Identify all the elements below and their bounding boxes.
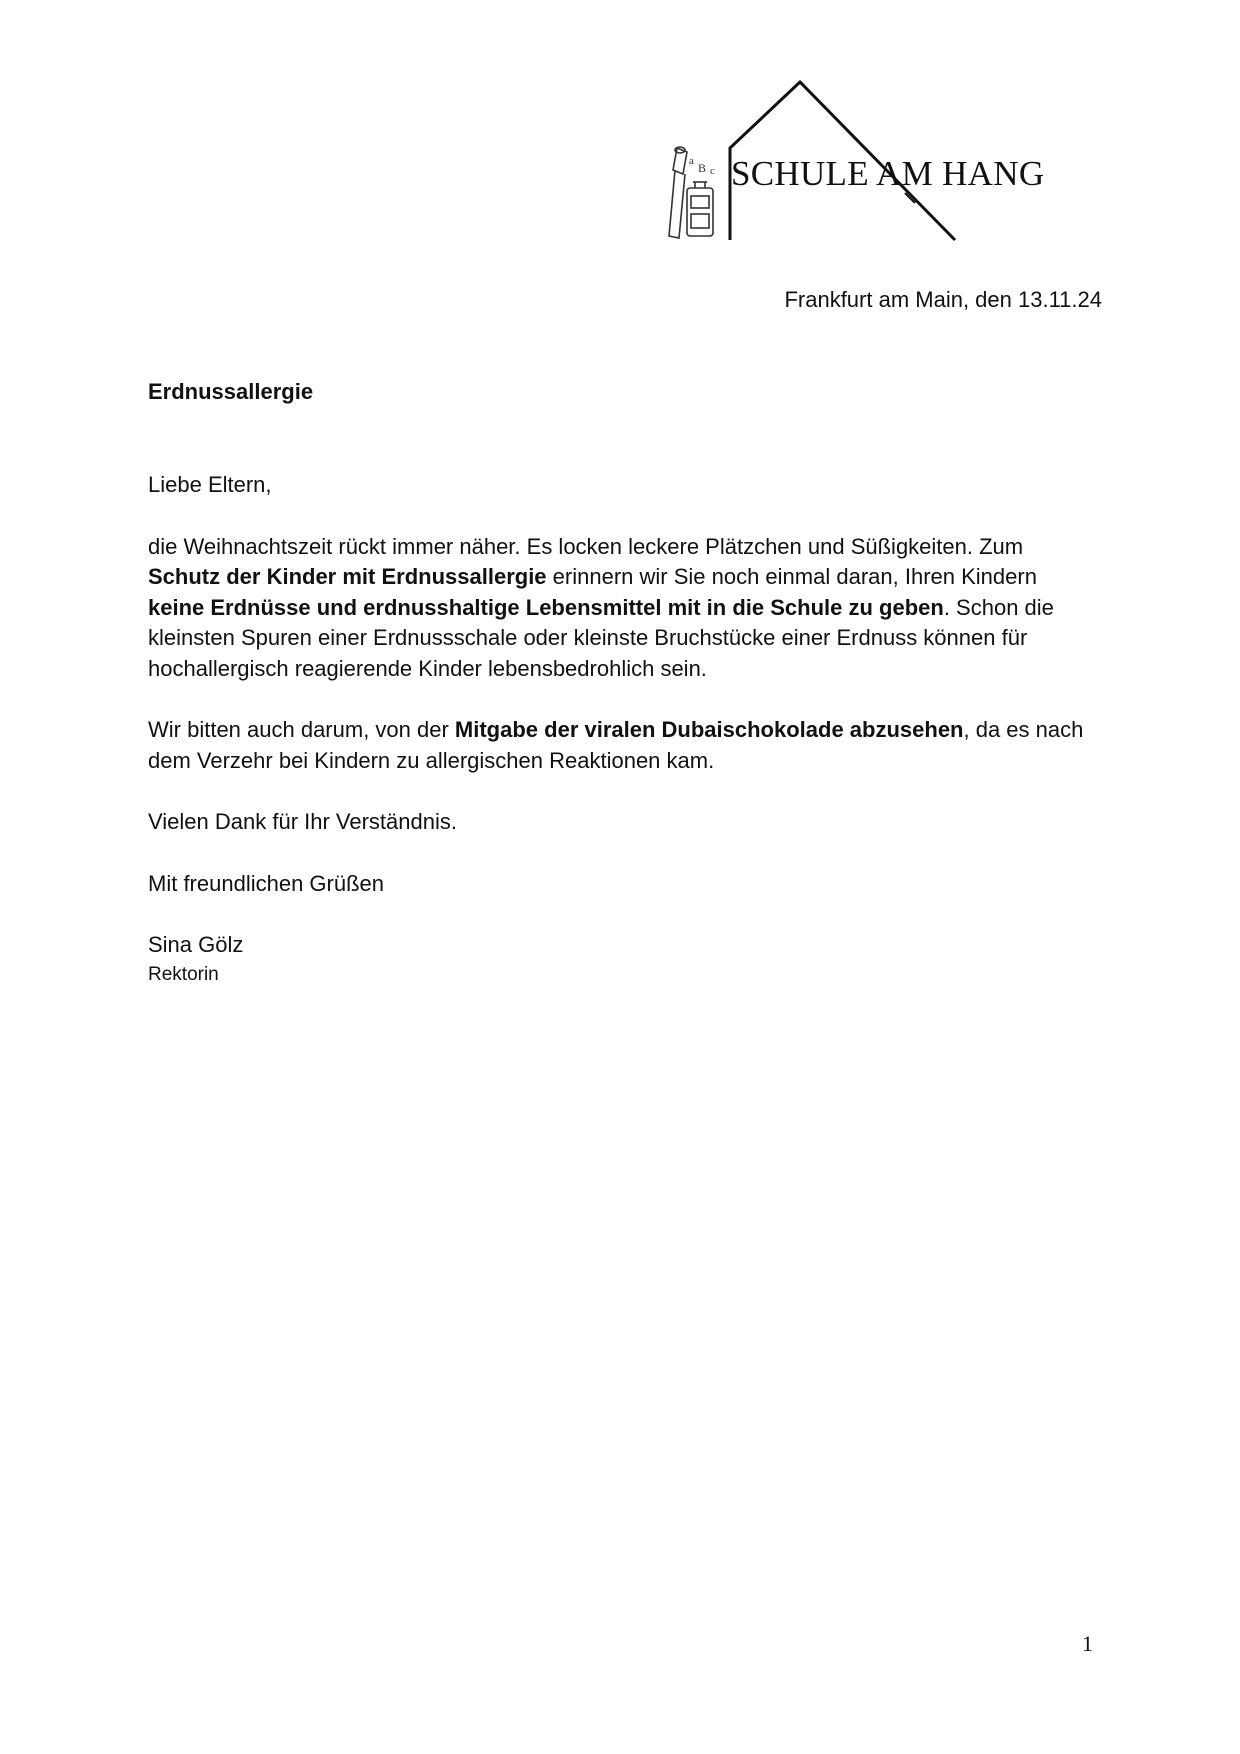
letter-body: [148, 470, 1088, 989]
paragraph-1-text: die Weihnachtszeit rückt immer näher. Es locken leckere Plätzchen und Süßigkeiten. Zum: [148, 533, 1024, 559]
svg-text:B: B: [698, 161, 707, 175]
thanks-line: Vielen Dank für Ihr Verständnis.: [148, 809, 457, 834]
svg-text:a: a: [689, 155, 694, 167]
signer-name: Sina Gölz: [148, 932, 244, 957]
paragraph-2: [148, 715, 1088, 776]
salutation: Liebe Eltern,: [148, 472, 272, 497]
school-logo: [665, 78, 1075, 248]
paragraph-2-text: , da es nach dem Verzehr bei Kindern zu allergischen Reaktionen kam.: [148, 717, 1084, 773]
svg-text:c: c: [710, 165, 715, 177]
paragraph-2-text: Wir bitten auch darum, von der: [148, 717, 455, 742]
signer-role: Rektorin: [148, 963, 219, 985]
closing-line: Mit freundlichen Grüßen: [148, 870, 384, 896]
date-line: Frankfurt am Main, den 13.11.24: [784, 287, 1102, 312]
paragraph-1-emphasis: Schutz der Kinder mit Erdnussallergie: [148, 564, 547, 589]
school-name: SCHULE AM HANG: [731, 154, 1045, 193]
paragraph-2-emphasis: Mitgabe der viralen Dubaischokolade abzusehen: [454, 717, 964, 742]
paragraph-1-text: erinnern wir Sie noch einmal daran, Ihren Kindern: [546, 564, 1037, 589]
signature-block: [148, 930, 1088, 989]
page-number: 1: [1082, 1631, 1093, 1656]
paragraph-1-emphasis: keine Erdnüsse und erdnusshaltige Lebensmittel mit in die Schule zu geben: [148, 594, 944, 620]
paragraph-1-text: . Schon die kleinsten Spuren einer Erdnussschale oder kleinste Bruchstücke einer Erdnuss können für hochallergisch reagierende Kinder lebensbedrohlich sein.: [148, 594, 1054, 681]
letter-subject: Erdnussallergie: [148, 379, 314, 404]
paragraph-1: [148, 532, 1088, 685]
